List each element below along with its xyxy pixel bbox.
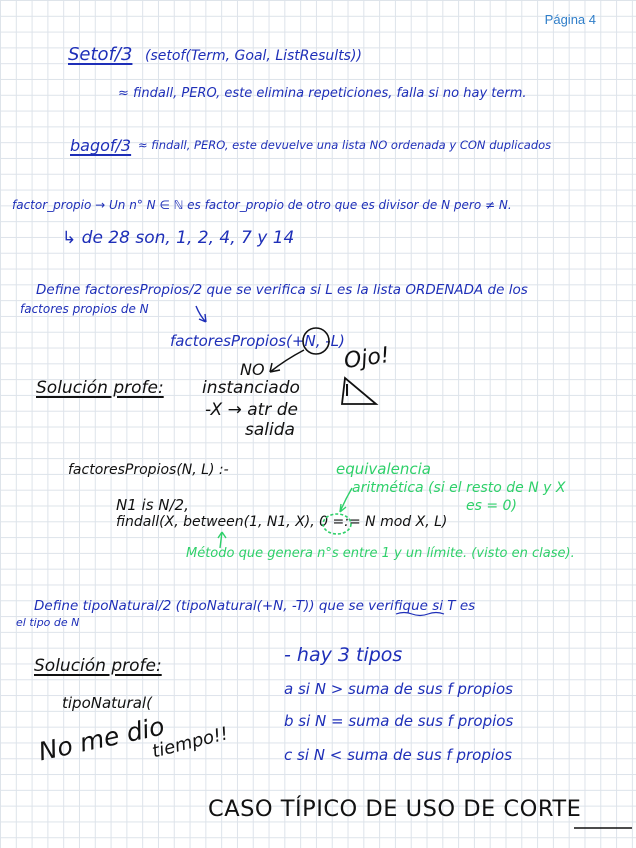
tipo-task-line1: Define tipoNatural/2 (tipoNatural(+N, -T)) que se verifique si T es xyxy=(34,598,476,614)
not-instantiated-note-4: salida xyxy=(245,420,295,440)
code-line-2: N1 is N/2, xyxy=(116,496,189,514)
page-number: Página 4 xyxy=(544,12,596,27)
code-line-3: findall(X, between(1, N1, X), 0 =:= N mod X, L) xyxy=(116,514,448,530)
tipo-code: tipoNatural( xyxy=(62,694,152,712)
equivalence-note-2: aritmética (si el resto de N y X xyxy=(352,480,566,496)
code-line-1: factoresPropios(N, L) :- xyxy=(68,462,229,478)
type-b: b si N = suma de sus f propios xyxy=(284,712,514,730)
no-time-note-1: No me dio xyxy=(36,711,167,767)
tipo-task-line2: el tipo de N xyxy=(16,616,80,629)
types-header: - hay 3 tipos xyxy=(284,644,403,666)
type-a: a si N > suma de sus f propios xyxy=(284,680,513,698)
not-instantiated-arrow xyxy=(270,350,304,372)
no-time-note-2: tiempo!! xyxy=(150,723,231,763)
bagof-title: bagof/3 xyxy=(70,136,132,155)
setof-title: Setof/3 xyxy=(68,44,133,65)
warning-triangle-icon xyxy=(342,378,376,404)
type-c: c si N < suma de sus f propios xyxy=(284,746,513,764)
factores-task-line1: Define factoresPropios/2 que se verifica si L es la lista ORDENADA de los xyxy=(36,282,528,298)
factor-propio-definition: factor_propio → Un n° N ∈ ℕ es factor_propio de otro que es divisor de N pero ≠ N. xyxy=(12,198,512,212)
typical-cut-case: CASO TÍPICO DE USO DE CORTE xyxy=(208,796,582,822)
not-instantiated-note-2: instanciado xyxy=(202,378,300,398)
factor-propio-example: ↳ de 28 son, 1, 2, 4, 7 y 14 xyxy=(62,228,295,248)
equivalence-arrow xyxy=(340,488,352,512)
factores-task-line2: factores propios de N xyxy=(20,302,149,316)
not-instantiated-note-3: -X → atr de xyxy=(205,400,298,420)
bagof-description: ≈ findall, PERO, este devuelve una lista NO ordenada y CON duplicados xyxy=(138,138,552,152)
equivalence-note-3: es = 0) xyxy=(466,498,517,514)
method-note: Método que genera n°s entre 1 y un límite. (visto en clase). xyxy=(186,546,575,561)
setof-signature: (setof(Term, Goal, ListResults)) xyxy=(145,48,362,64)
not-instantiated-note-1: NO xyxy=(240,360,265,379)
solution-label-2: Solución profe: xyxy=(34,656,162,676)
factores-signature: factoresPropios(+N, -L) xyxy=(170,332,345,350)
solution-label-1: Solución profe: xyxy=(36,378,164,398)
setof-description: ≈ findall, PERO, este elimina repeticiones, falla si no hay term. xyxy=(118,86,527,101)
ojo-note: Ojo! xyxy=(342,342,392,375)
signature-arrow xyxy=(196,306,206,322)
equivalence-note-1: equivalencia xyxy=(336,460,432,478)
